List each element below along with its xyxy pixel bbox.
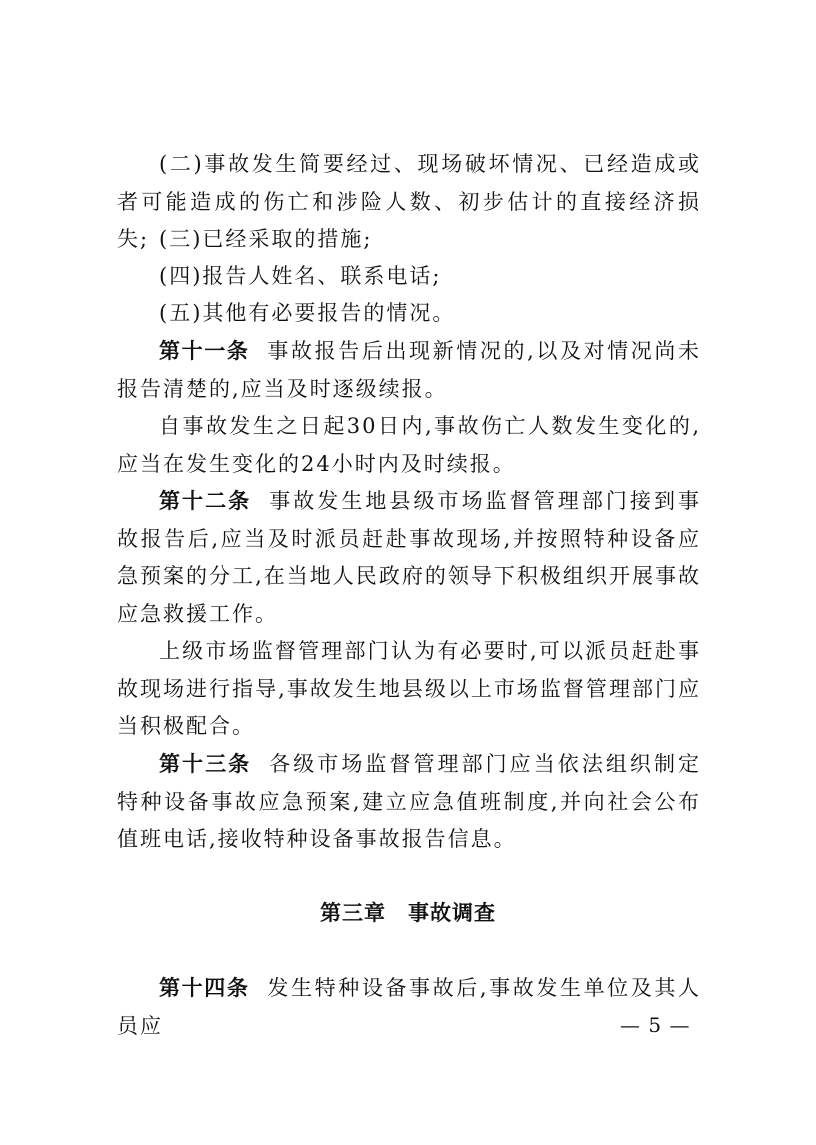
chapter-title: 事故调查 [408, 901, 496, 925]
page-number: — 5 — [620, 1013, 691, 1037]
paragraph-higher-level [117, 633, 701, 746]
chapter-number: 第三章 [320, 901, 386, 925]
paragraph-text: (四)报告人姓名、联系电话; [159, 264, 442, 288]
paragraph-text: (三)已经采取的措施; [159, 227, 373, 251]
paragraph-item-5 [117, 295, 701, 333]
paragraph-item-3 [117, 221, 701, 259]
paragraph-text: (二)事故发生简要经过、现场破坏情况、已经造成或者可能造成的伤亡和涉险人数、初步估计的直接经济损失; [117, 152, 701, 251]
paragraph-item-4 [117, 258, 701, 296]
article-text: 事故发生地县级市场监督管理部门接到事故报告后,应当及时派员赶赴事故现场,并按照特种设备应急预案的分工,在当地人民政府的领导下积极组织开展事故应急救援工作。 [117, 489, 702, 626]
article-12 [117, 483, 701, 633]
article-number: 第十二条 [159, 489, 252, 513]
paragraph-text: 自事故发生之日起30日内,事故伤亡人数发生变化的,应当在发生变化的24小时内及时续报。 [117, 414, 701, 476]
article-11 [117, 333, 701, 408]
chapter-heading [0, 897, 816, 927]
article-number: 第十一条 [159, 339, 250, 363]
article-number: 第十四条 [159, 976, 250, 1000]
paragraph-casualty-change [117, 408, 701, 483]
article-text: 发生特种设备事故后,事故发生单位及其人员应 [117, 976, 701, 1038]
article-13 [117, 746, 701, 859]
article-text: 事故报告后出现新情况的,以及对情况尚未报告清楚的,应当及时逐级续报。 [117, 339, 701, 401]
paragraph-text: (五)其他有必要报告的情况。 [159, 301, 456, 325]
article-number: 第十三条 [159, 752, 252, 776]
article-14 [117, 970, 701, 1045]
article-text: 各级市场监督管理部门应当依法组织制定特种设备事故应急预案,建立应急值班制度,并向社会公布值班电话,接收特种设备事故报告信息。 [117, 752, 702, 851]
paragraph-text: 上级市场监督管理部门认为有必要时,可以派员赶赴事故现场进行指导,事故发生地县级以上市场监督管理部门应当积极配合。 [117, 639, 701, 738]
